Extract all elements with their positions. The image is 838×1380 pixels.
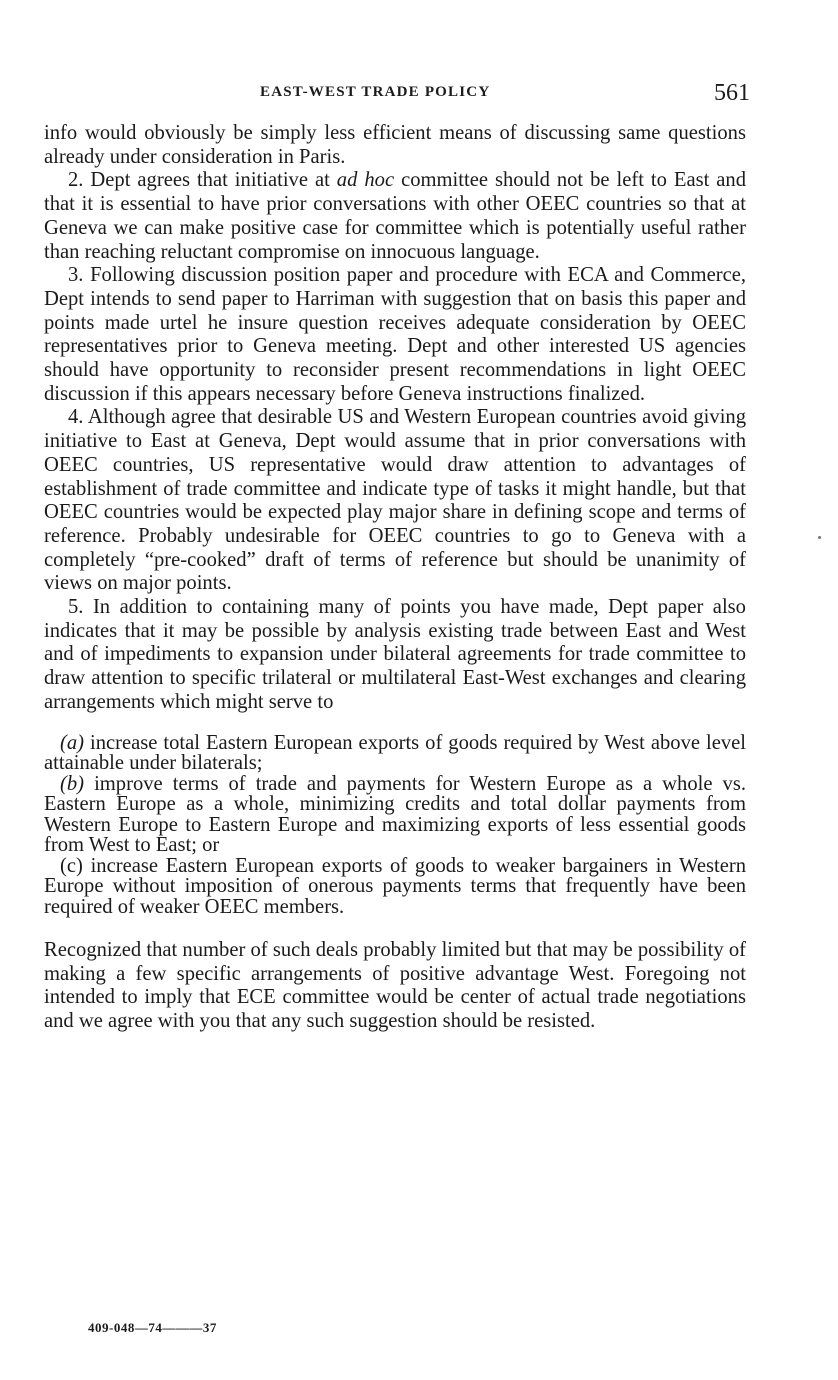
- subitem-list: [44, 733, 746, 918]
- running-head: EAST-WEST TRADE POLICY: [260, 84, 491, 100]
- paragraph-5: 5. In addition to containing many of points you have made, Dept paper also indicates that it may be possible by analysis existing trade between East and West and of impediments to expansion under bilateral agreements for trade committee to draw attention to specific trilateral or multilateral East-West exchanges and clearing arrangements which might serve to: [44, 596, 746, 713]
- subitem-label: (c): [60, 854, 83, 877]
- paragraph-number: 4.: [68, 406, 84, 429]
- paragraph-continued: info would obviously be simply less efficient means of discussing same questions already under consideration in Paris.: [44, 122, 746, 168]
- page-header: [44, 80, 750, 114]
- paragraph-number: 2.: [68, 169, 84, 192]
- scan-speck: [818, 536, 821, 539]
- paragraph-number: 5.: [68, 596, 84, 619]
- paragraph-number: 3.: [68, 264, 84, 287]
- page-number: 561: [714, 80, 750, 106]
- subitem-label: (b): [60, 772, 85, 795]
- paragraph-2: 2. Dept agrees that initiative at ad hoc committee should not be left to East and that it is essential to have prior conversations with other OEEC countries so that at Geneva we can make positive case for committee which is potentially useful rather than reaching reluctant compromise on innocuous language.: [44, 169, 747, 263]
- paragraph-4: 4. Although agree that desirable US and Western European countries avoid giving initiative to East at Geneva, Dept would assume that in prior conversations with OEEC countries, US representative would draw attention to advantages of establishment of trade committee and indicate type of tasks it might handle, but that OEEC countries would be expected play major share in defining scope and terms of reference. Probably undesirable for OEEC countries to go to Geneva with a completely “pre-cooked” draft of terms of reference but should be unanimity of views on major points.: [44, 406, 747, 595]
- printer-code: 409-048—74———37: [88, 1320, 217, 1335]
- subitem-c: (c) increase Eastern European exports of goods to weaker bargainers in Western Europe without imposition of onerous payments terms that frequently have been required of weaker OEEC members.: [44, 854, 746, 918]
- subitem-a: (a) increase total Eastern European exports of goods required by West above level attainable under bilaterals;: [44, 731, 746, 775]
- subitem-b: (b) improve terms of trade and payments for Western Europe as a whole vs. Eastern Europe as a whole, minimizing credits and total dollar payments from Western Europe to Eastern Europe and maximizing exports of less essential goods from West to East; or: [44, 772, 746, 857]
- paragraph-3: 3. Following discussion position paper and procedure with ECA and Commerce, Dept intends to send paper to Harriman with suggestion that on basis this paper and points made urtel he insure question receives adequate consideration by OEEC representatives prior to Geneva meeting. Dept and other interested US agencies should have opportunity to reconsider present recommendations in light OEEC discussion if this appears necessary before Geneva instructions finalized.: [44, 264, 746, 405]
- closing-paragraph: Recognized that number of such deals probably limited but that may be possibility of making a few specific arrangements of positive advantage West. Foregoing not intended to imply that ECE committee would be center of actual trade negotiations and we agree with you that any such suggestion should be resisted.: [44, 939, 746, 1033]
- body-text: [44, 122, 746, 1034]
- subitem-label: (a): [60, 731, 85, 754]
- italic-term: ad hoc: [336, 169, 395, 192]
